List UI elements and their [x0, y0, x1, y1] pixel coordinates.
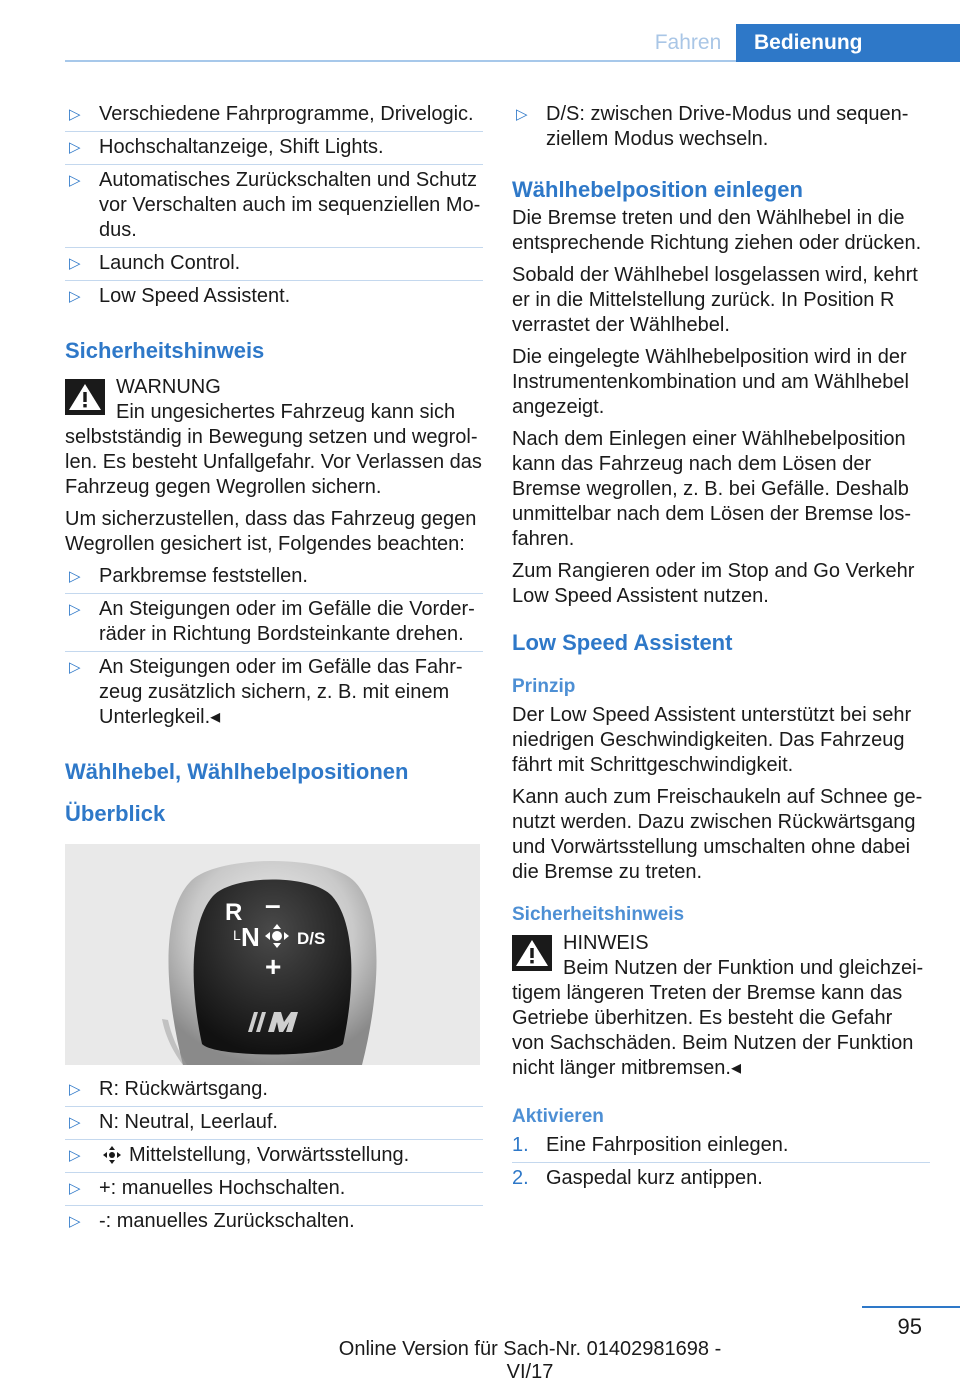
- warning-icon: [512, 935, 552, 971]
- step-number: 1.: [512, 1134, 529, 1156]
- notice-box: [512, 931, 930, 1081]
- right-column: [512, 102, 930, 1195]
- activate-steps-list: [512, 1133, 930, 1195]
- warning-text: Ein ungesichertes Fahrzeug kann sich selbstständig in Bewegung setzen und wegrollen. Es besteht Unfallgefahr. Vor Verlassen das Fahrzeug gegen Wegrollen sichern.: [65, 401, 482, 498]
- triangle-bullet-icon: ▷: [69, 1180, 81, 1197]
- list-item: ▷ Verschiedene Fahrprogramme, Drivelogic.: [69, 103, 474, 125]
- overview-heading: Überblick: [65, 801, 166, 826]
- warning-box: [65, 375, 483, 500]
- list-item: ▷ Low Speed Assistent.: [65, 280, 483, 313]
- knob-l-label: L: [233, 927, 241, 943]
- activate-heading: Aktivieren: [512, 1106, 604, 1127]
- footer-rule: [862, 1306, 960, 1308]
- ds-list: [512, 102, 930, 156]
- triangle-bullet-icon: ▷: [69, 172, 81, 189]
- knob-r-label: R: [225, 899, 243, 926]
- warning-label: WARNUNG: [116, 376, 221, 398]
- online-version-note: Online Version für Sach-Nr. 01402981698 - VI/17: [338, 1338, 722, 1383]
- list-item: ▷ +: manuelles Hochschalten.: [65, 1172, 483, 1205]
- triangle-bullet-icon: ▷: [69, 601, 81, 618]
- gear-knob-illustration: [65, 844, 480, 1065]
- list-item: ▷ Hochschaltanzeige, Shift Lights.: [65, 131, 483, 164]
- triangle-bullet-icon: ▷: [69, 106, 81, 123]
- list-item: ▷ R: Rückwärtsgang.: [69, 1078, 268, 1100]
- tab-fahren[interactable]: Fahren: [654, 30, 722, 54]
- paragraph: Kann auch zum Freischaukeln auf Schnee genutzt werden. Dazu zwischen Rückwärtsgang und Vorwärtsstellung umschalten ohne dabei die Bremse zu treten.: [512, 786, 923, 883]
- list-item: ▷ D/S: zwischen Drive-Modus und sequenziellem Modus wechseln.: [516, 103, 909, 150]
- list-item: ▷ Mittelstellung, Vorwärtsstellung.: [65, 1139, 483, 1172]
- paragraph: Nach dem Einlegen einer Wählhebelposition kann das Fahrzeug nach dem Lösen der Bremse wegrollen, z. B. bei Gefälle. Deshalb unmittelbar nach dem Lösen der Bremse losfahren.: [512, 428, 912, 550]
- tab-bedienung[interactable]: Bedienung: [736, 24, 960, 62]
- list-item: 1. Eine Fahrposition einlegen.: [512, 1134, 789, 1156]
- engage-heading: Wählhebelposition einlegen: [512, 177, 803, 202]
- secure-intro: Um sicherzustellen, dass das Fahrzeug gegen Wegrollen gesichert ist, Folgendes beachten:: [65, 508, 477, 555]
- triangle-bullet-icon: ▷: [69, 1147, 81, 1164]
- step-number: 2.: [512, 1167, 529, 1189]
- triangle-bullet-icon: ▷: [516, 106, 528, 123]
- gear-lever-photo: [65, 844, 480, 1065]
- lever-heading: Wählhebel, Wählhebelpositionen: [65, 759, 409, 784]
- triangle-bullet-icon: ▷: [69, 1081, 81, 1098]
- list-item: ▷ Parkbremse feststellen.: [69, 565, 308, 587]
- list-item: ▷ N: Neutral, Leerlauf.: [65, 1106, 483, 1139]
- left-column: [65, 102, 483, 1238]
- safety-heading: Sicherheitshinweis: [65, 338, 265, 363]
- notice-label: HINWEIS: [563, 932, 649, 954]
- safety-subheading: Sicherheitshinweis: [512, 904, 685, 925]
- triangle-bullet-icon: ▷: [69, 255, 81, 272]
- lsa-heading: Low Speed Assistent: [512, 630, 733, 655]
- feature-list: [65, 102, 483, 313]
- list-item: ▷ Launch Control.: [65, 247, 483, 280]
- secure-steps-list: [65, 564, 483, 734]
- triangle-bullet-icon: ▷: [69, 288, 81, 305]
- triangle-bullet-icon: ▷: [69, 659, 81, 676]
- paragraph: Die eingelegte Wählhebelposition wird in der Instrumentenkombination und am Wählhebel angezeigt.: [512, 346, 909, 418]
- knob-minus-label: –: [265, 889, 281, 920]
- drive-position-icon: [101, 1146, 123, 1164]
- principle-heading: Prinzip: [512, 676, 576, 697]
- positions-list: [65, 1077, 483, 1238]
- list-item: ▷ An Steigungen oder im Gefälle das Fahrzeug zusätzlich sichern, z. B. mit einem Unterlegkeil.◂: [65, 651, 483, 734]
- knob-ds-label: D/S: [297, 929, 326, 948]
- triangle-bullet-icon: ▷: [69, 1114, 81, 1131]
- list-item: ▷ -: manuelles Zurückschalten.: [65, 1205, 483, 1238]
- paragraph: Sobald der Wählhebel losgelassen wird, kehrt er in die Mittelstellung zurück. In Position R verrastet der Wählhebel.: [512, 264, 918, 336]
- list-item: ▷ An Steigungen oder im Gefälle die Vorderräder in Richtung Bordsteinkante drehen.: [65, 593, 483, 651]
- triangle-bullet-icon: ▷: [69, 1213, 81, 1230]
- paragraph: Zum Rangieren oder im Stop and Go Verkehr Low Speed Assistent nutzen.: [512, 560, 915, 607]
- list-item: ▷ Automatisches Zurückschalten und Schutz vor Verschalten auch im sequenziellen Modus.: [65, 164, 483, 247]
- knob-plus-label: +: [265, 951, 282, 982]
- notice-text: Beim Nutzen der Funktion und gleichzeitigem längeren Treten der Bremse kann das Getriebe überhitzen. Es besteht die Gefahr von Sachschäden. Beim Nutzen der Funktion nicht länger mitbremsen.◂: [512, 957, 924, 1079]
- paragraph: Die Bremse treten und den Wählhebel in die entsprechende Richtung ziehen oder drücken.: [512, 207, 922, 254]
- triangle-bullet-icon: ▷: [69, 139, 81, 156]
- knob-n-label: N: [241, 922, 260, 952]
- warning-icon: [65, 379, 105, 415]
- triangle-bullet-icon: ▷: [69, 568, 81, 585]
- list-item: 2. Gaspedal kurz antippen.: [512, 1162, 930, 1195]
- paragraph: Der Low Speed Assistent unterstützt bei sehr niedrigen Geschwindigkeiten. Das Fahrzeug fährt mit Schrittgeschwindigkeit.: [512, 704, 912, 776]
- page-number: 95: [897, 1314, 922, 1339]
